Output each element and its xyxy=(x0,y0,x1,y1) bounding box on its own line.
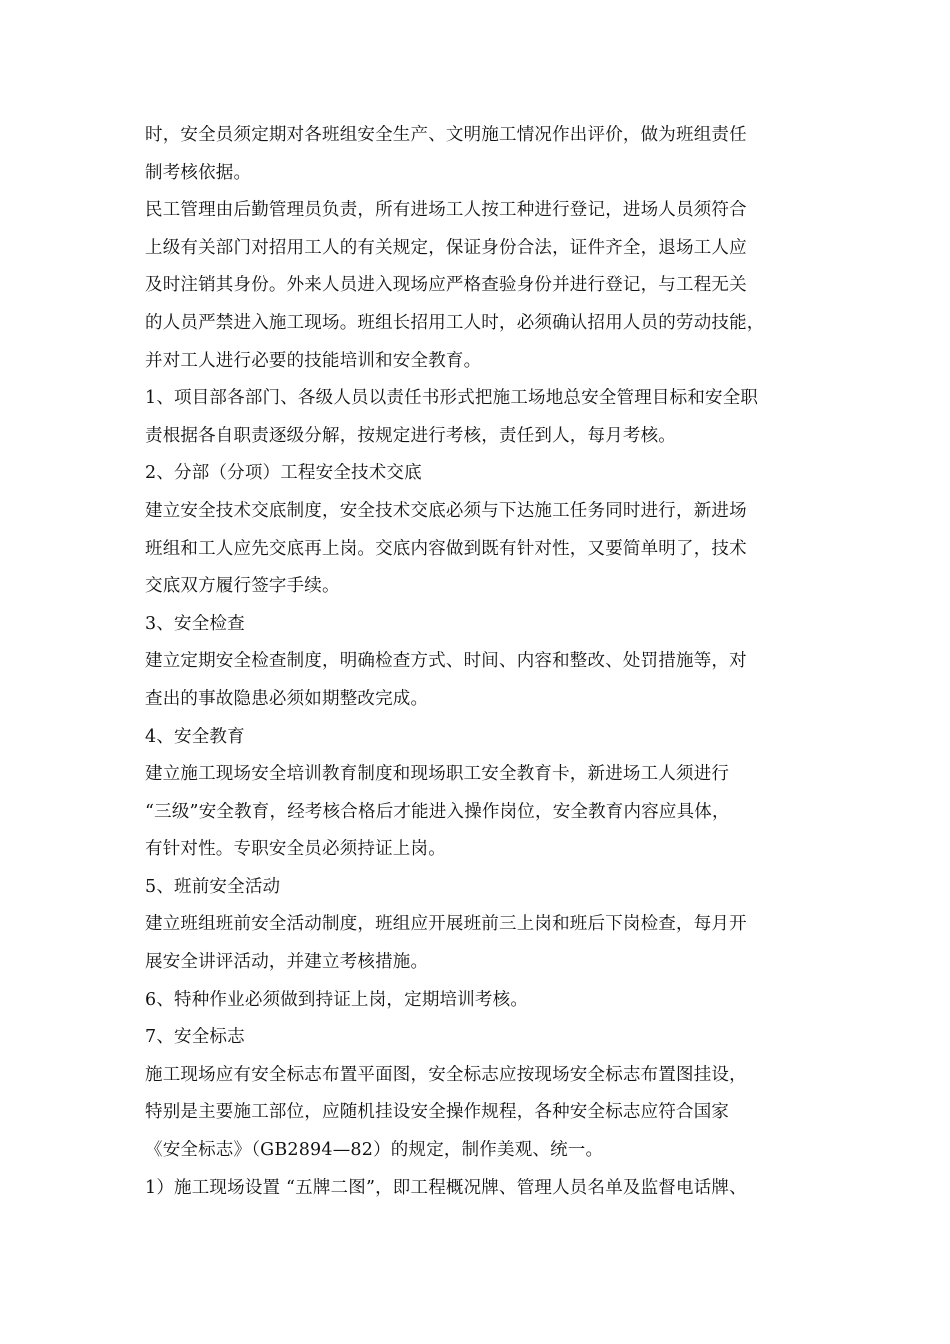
text-line: 1）施工现场设置 “五牌二图”，即工程概况牌、管理人员名单及监督电话牌、 xyxy=(145,1177,747,1198)
text-line: 建立安全技术交底制度，安全技术交底必须与下达施工任务同时进行，新进场 xyxy=(145,500,747,521)
text-line: 责根据各自职责逐级分解，按规定进行考核，责任到人，每月考核。 xyxy=(145,425,676,446)
text-line: 查出的事故隐患必须如期整改完成。 xyxy=(145,688,429,709)
text-line: 交底双方履行签字手续。 xyxy=(145,576,340,597)
text-line: 2、分部（分项）工程安全技术交底 xyxy=(145,463,422,484)
text-line: 及时注销其身份。外来人员进入现场应严格查验身份并进行登记，与工程无关 xyxy=(145,275,747,296)
text-line: 展安全讲评活动，并建立考核措施。 xyxy=(145,952,429,973)
text-line: 7、安全标志 xyxy=(145,1027,245,1048)
text-line: 建立施工现场安全培训教育制度和现场职工安全教育卡，新进场工人须进行 xyxy=(145,764,730,785)
sub-item-1 xyxy=(145,1170,825,1208)
text-line: 建立班组班前安全活动制度，班组应开展班前三上岗和班后下岗检查，每月开 xyxy=(145,914,747,935)
paragraph-14 xyxy=(145,1057,825,1170)
text-line: 的人员严禁进入施工现场。班组长招用工人时，必须确认招用人员的劳动技能， xyxy=(145,312,765,333)
text-line: 并对工人进行必要的技能培训和安全教育。 xyxy=(145,350,482,371)
text-line: 民工管理由后勤管理员负责，所有进场工人按工种进行登记，进场人员须符合 xyxy=(145,200,747,221)
text-line: 施工现场应有安全标志布置平面图，安全标志应按现场安全标志布置图挂设， xyxy=(145,1064,747,1085)
text-line: 《安全标志》（GB2894—82）的规定，制作美观、统一。 xyxy=(145,1140,604,1161)
heading-item-2 xyxy=(145,455,825,493)
item-6 xyxy=(145,982,825,1020)
document-page xyxy=(145,117,825,1207)
text-line: 5、班前安全活动 xyxy=(145,876,281,897)
text-line: 4、安全教育 xyxy=(145,726,245,747)
text-line: 6、特种作业必须做到持证上岗，定期培训考核。 xyxy=(145,989,529,1010)
paragraph-9 xyxy=(145,756,825,869)
paragraph-3 xyxy=(145,380,825,455)
heading-item-7 xyxy=(145,1019,825,1057)
paragraph-1 xyxy=(145,117,825,192)
text-line: 3、安全检查 xyxy=(145,613,245,634)
text-line: 班组和工人应先交底再上岗。交底内容做到既有针对性，又要简单明了，技术 xyxy=(145,538,747,559)
text-line: 特别是主要施工部位，应随机挂设安全操作规程，各种安全标志应符合国家 xyxy=(145,1102,730,1123)
heading-item-5 xyxy=(145,869,825,907)
heading-item-4 xyxy=(145,719,825,757)
text-line: “三级”安全教育，经考核合格后才能进入操作岗位，安全教育内容应具体， xyxy=(145,801,730,822)
text-line: 有针对性。专职安全员必须持证上岗。 xyxy=(145,839,446,860)
text-line: 制考核依据。 xyxy=(145,162,252,183)
paragraph-2 xyxy=(145,192,825,380)
text-line: 时，安全员须定期对各班组安全生产、文明施工情况作出评价，做为班组责任 xyxy=(145,125,747,145)
paragraph-7 xyxy=(145,643,825,718)
text-line: 建立定期安全检查制度，明确检查方式、时间、内容和整改、处罚措施等，对 xyxy=(145,651,747,672)
paragraph-5 xyxy=(145,493,825,606)
text-line: 1、项目部各部门、各级人员以责任书形式把施工场地总安全管理目标和安全职 xyxy=(145,388,759,409)
heading-item-3 xyxy=(145,606,825,644)
paragraph-11 xyxy=(145,906,825,981)
text-line: 上级有关部门对招用工人的有关规定，保证身份合法，证件齐全，退场工人应 xyxy=(145,237,747,258)
